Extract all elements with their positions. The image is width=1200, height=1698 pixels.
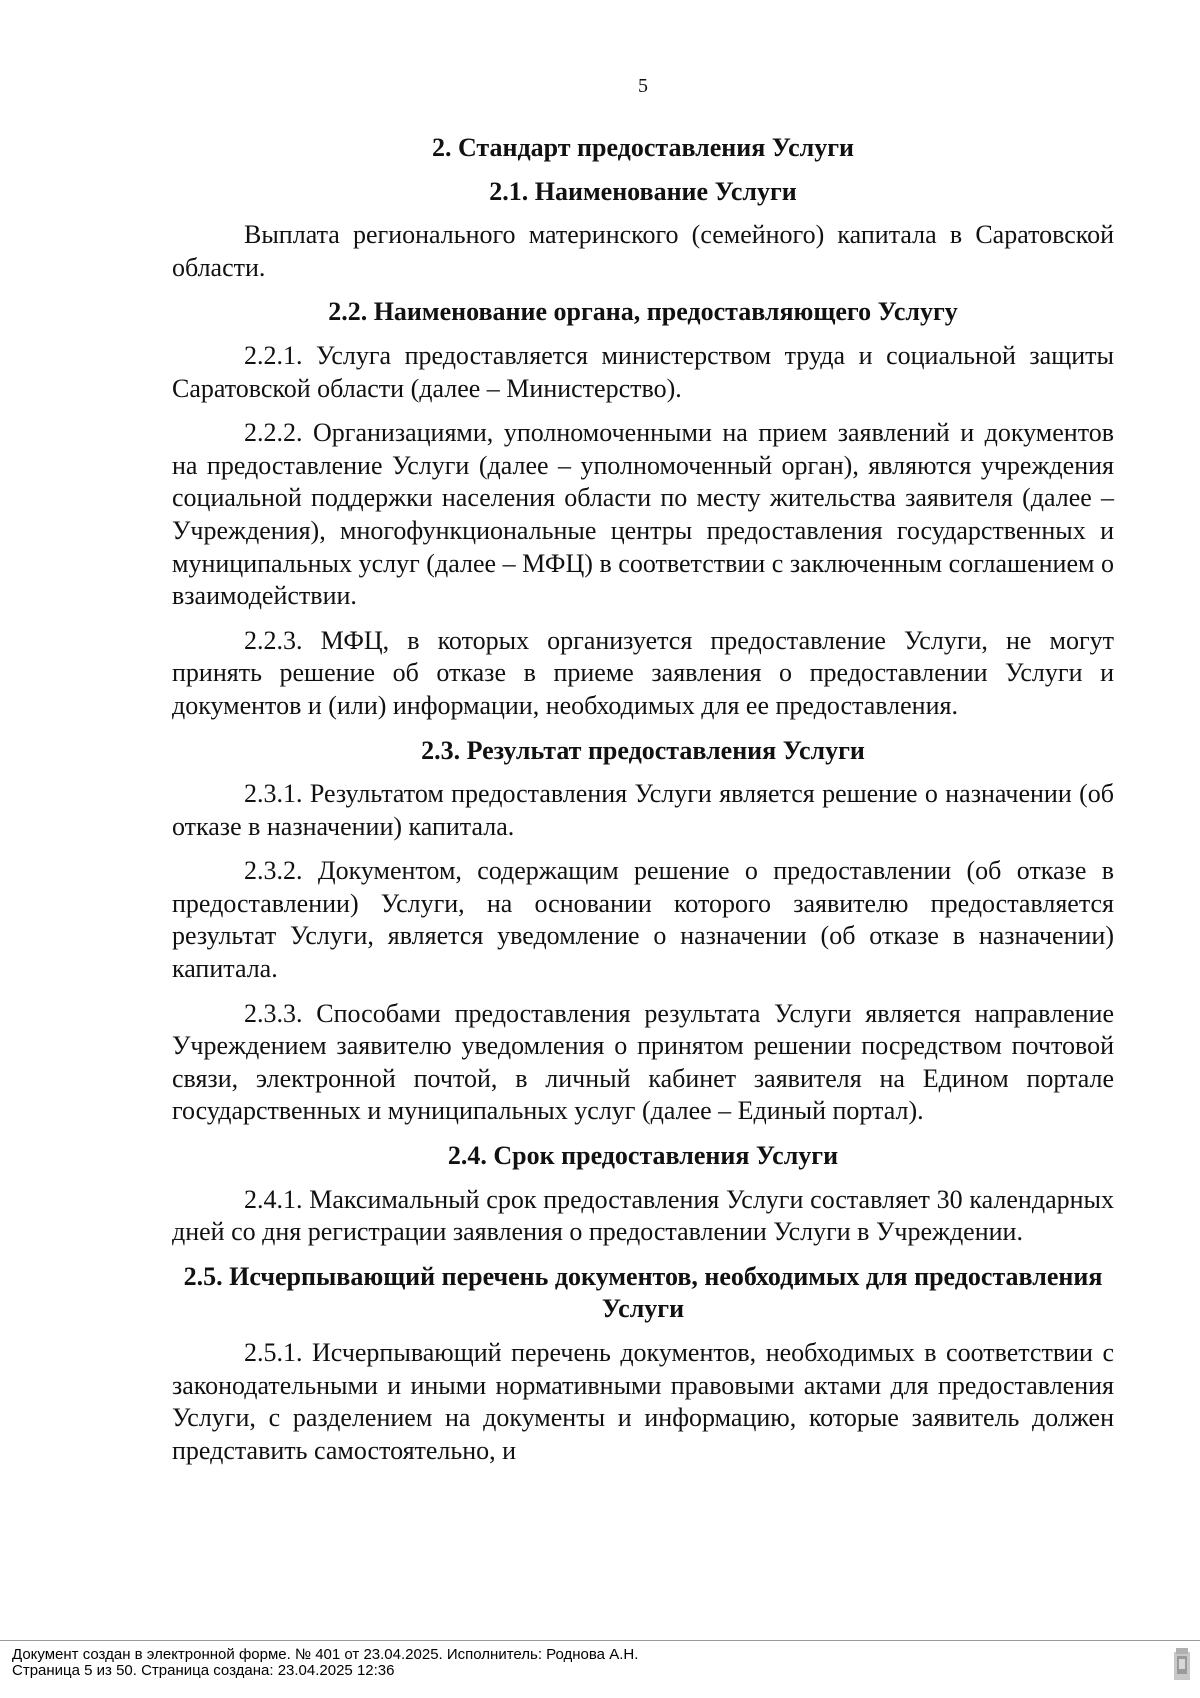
document-footer	[12, 1647, 638, 1679]
page-number: 5	[638, 75, 648, 97]
footer-line-2: Страница 5 из 50. Страница создана: 23.04.2025 12:36	[12, 1662, 395, 1679]
section-heading: 2.3. Результат предоставления Услуги	[421, 735, 865, 765]
document-body	[172, 132, 1114, 1479]
paragraph: 2.2.3. МФЦ, в которых организуется предоставление Услуги, не могут принять решение об отказе в приеме заявления о предоставлении Услуги и документов и (или) информации, необходимых для ее предоставления.	[172, 625, 1114, 720]
section-heading: 2. Стандарт предоставления Услуги	[431, 133, 854, 162]
paragraph: 2.2.1. Услуга предоставляется министерством труда и социальной защиты Саратовской области (далее – Министерство).	[172, 340, 1114, 403]
section-heading: 2.5. Исчерпывающий перечень документов, необходимых для предоставления Услуги	[183, 1261, 1103, 1324]
coat-of-arms-icon	[1172, 1648, 1192, 1682]
footer-line-1: Документ создан в электронной форме. № 401 от 23.04.2025. Исполнитель: Роднова А.Н.	[12, 1646, 639, 1663]
footer-divider	[0, 1640, 1200, 1641]
section-heading: 2.2. Наименование органа, предоставляющего Услугу	[328, 297, 958, 327]
paragraph: 2.5.1. Исчерпывающий перечень документов, необходимых в соответствии с законодательными и иными нормативными правовыми актами для предоставления Услуги, с разделением на документы и информацию, которые заявитель должен представить самостоятельно, и	[172, 1338, 1114, 1465]
paragraph: 2.3.2. Документом, содержащим решение о предоставлении (об отказе в предоставлении) Услуги, на основании которого заявителю предоставляется результат Услуги, является уведомление о назначении (об отказе в назначении) капитала.	[172, 856, 1114, 984]
paragraph: 2.4.1. Максимальный срок предоставления Услуги составляет 30 календарных дней со дня регистрации заявления о предоставлении Услуги в Учреждении.	[172, 1184, 1114, 1247]
paragraph: 2.2.2. Организациями, уполномоченными на прием заявлений и документов на предоставление Услуги (далее – уполномоченный орган), являются учреждения социальной поддержки населения области по месту жительства заявителя (далее – Учреждения), многофункциональные центры предоставления государственных и муниципальных услуг (далее – МФЦ) в соответствии с заключенным соглашением о взаимодействии.	[172, 418, 1114, 611]
paragraph: 2.3.1. Результатом предоставления Услуги является решение о назначении (об отказе в назначении) капитала.	[172, 779, 1114, 841]
paragraph: 2.3.3. Способами предоставления результата Услуги является направление Учреждением заявителю уведомления о принятом решении посредством почтовой связи, электронной почтой, в личный кабинет заявителя на Едином портале государственных и муниципальных услуг (далее – Единый портал).	[172, 998, 1114, 1126]
section-heading: 2.1. Наименование Услуги	[489, 176, 797, 206]
section-heading: 2.4. Срок предоставления Услуги	[447, 1141, 839, 1171]
paragraph: Выплата регионального материнского (семейного) капитала в Саратовской области.	[172, 220, 1114, 282]
